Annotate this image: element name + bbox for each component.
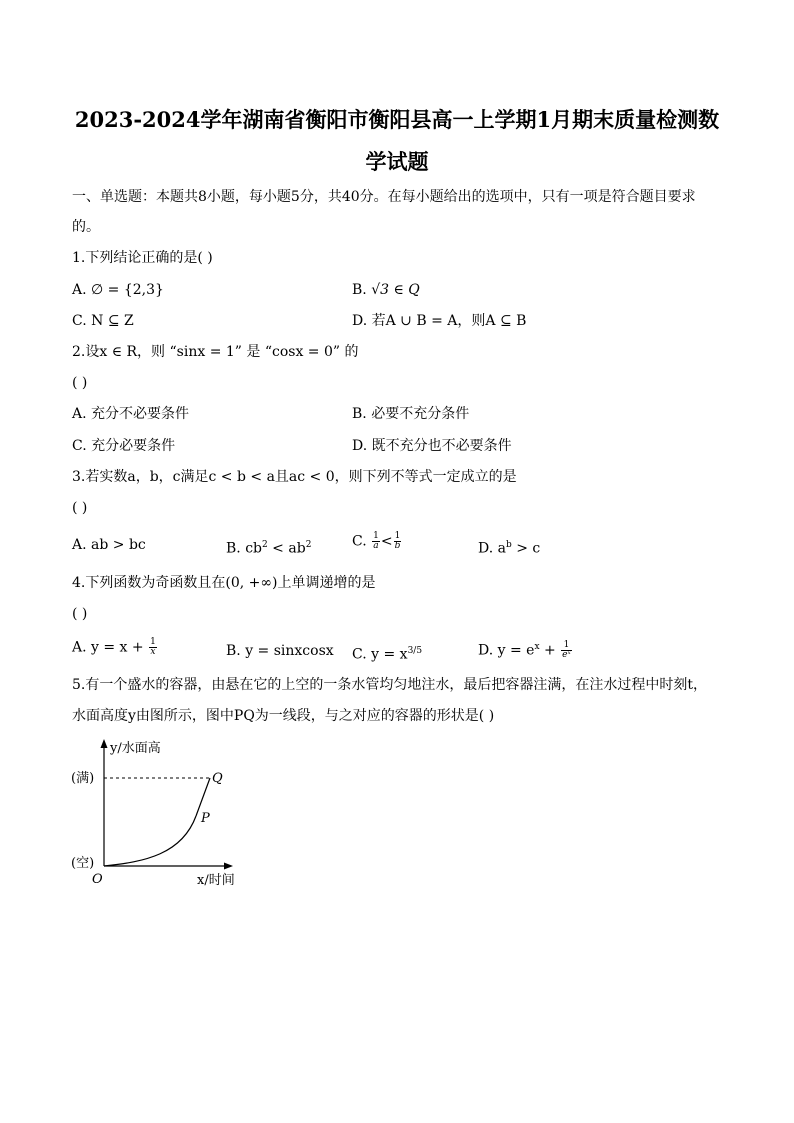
q2-option-b: B. 必要不充分条件 — [352, 406, 470, 422]
q4-a-num: 1 — [150, 637, 156, 647]
p-label: P — [201, 811, 210, 826]
q3-b-mid: < ab — [267, 540, 306, 557]
q3-paren: ( ) — [72, 500, 88, 516]
q4-option-a — [72, 638, 158, 657]
q1-option-b — [352, 281, 420, 299]
q3-option-a: A. ab > bc — [72, 537, 146, 553]
q5-line-1: 5.有一个盛水的容器，由悬在它的上空的一条水管均匀地注水，最后把容器注满，在注水过程中时刻t， — [72, 677, 707, 693]
q-label: Q — [212, 771, 223, 786]
q3-c-num2: 1 — [394, 531, 401, 541]
curve-o-to-p — [104, 816, 196, 866]
q4-d-den: eˣ — [562, 650, 571, 661]
q4-c-exp: 3/5 — [407, 646, 423, 656]
q1-option-d: D. 若A ∪ B = A，则A ⊆ B — [352, 313, 527, 329]
title-line-2: 学试题 — [365, 149, 429, 174]
y-axis-arrow — [101, 739, 108, 748]
section-heading-line-1: 一、单选题：本题共8小题，每小题5分，共40分。在每小题给出的选项中，只有一项是符合题目要求 — [72, 189, 696, 205]
q1-stem: 1.下列结论正确的是( ) — [72, 250, 213, 266]
water-height-graph — [70, 736, 260, 896]
q3-c-den1: a — [373, 541, 379, 551]
q4-a-prefix: A. y = x + — [72, 639, 149, 656]
q4-a-den: x — [150, 647, 156, 657]
q2-option-d: D. 既不充分也不必要条件 — [352, 438, 512, 454]
q3-c-frac2 — [394, 532, 402, 551]
q3-stem: 3.若实数a，b，c满足c < b < a且ac < 0，则下列不等式一定成立的是 — [72, 469, 517, 485]
q4-d-num: 1 — [561, 641, 572, 651]
q2-stem: 2.设x ∈ R，则 “sinx = 1” 是 “cosx = 0” 的 — [72, 344, 359, 360]
q3-c-frac1 — [372, 532, 380, 551]
q5-line-2: 水面高度y由图所示，图中PQ为一线段，与之对应的容器的形状是( ) — [72, 708, 495, 724]
q3-b-text: B. cb — [226, 540, 262, 557]
q3-option-c — [352, 532, 402, 551]
q4-a-frac — [149, 638, 157, 657]
q4-option-d — [478, 638, 573, 660]
q2-option-a: A. 充分不必要条件 — [72, 406, 190, 422]
q4-stem: 4.下列函数为奇函数且在(0, +∞)上单调递增的是 — [72, 575, 376, 591]
empty-label: (空) — [71, 856, 95, 871]
q4-paren: ( ) — [72, 606, 88, 622]
q1-option-a: A. ∅ = {2,3} — [72, 282, 164, 298]
q3-option-d — [478, 536, 540, 558]
q1-option-b-math: √3 ∈ Q — [371, 282, 420, 298]
q3-c-lt: < — [380, 533, 393, 550]
origin-label: O — [92, 872, 103, 887]
q1-option-c: C. N ⊆ Z — [72, 313, 134, 329]
q2-option-c: C. 充分必要条件 — [72, 438, 176, 454]
q3-b-exp: 2 — [262, 540, 268, 550]
q4-option-b: B. y = sinxcosx — [226, 643, 334, 659]
q3-c-num1: 1 — [373, 531, 379, 541]
q4-d-plus: + — [539, 642, 561, 659]
q3-c-den2: b — [394, 541, 401, 551]
full-label: (满) — [71, 771, 95, 786]
title-line-1: 2023-2024学年湖南省衡阳市衡阳县高一上学期1月期末质量检测数 — [74, 107, 720, 132]
q4-c-prefix: C. y = x — [352, 646, 408, 663]
q3-d-exp: b — [505, 540, 512, 550]
q2-paren: ( ) — [72, 375, 88, 391]
q3-d-end: > c — [511, 540, 541, 557]
q3-option-b — [226, 536, 311, 558]
section-heading-line-2: 的。 — [72, 219, 100, 235]
x-axis-label: x/时间 — [197, 873, 235, 888]
q4-option-c — [352, 642, 422, 664]
q3-b-exp2: 2 — [305, 540, 312, 550]
q3-c-prefix: C. — [352, 533, 372, 550]
q4-d-frac — [561, 641, 572, 660]
q1-option-b-prefix: B. — [352, 282, 372, 298]
q4-d-prefix: D. y = e — [478, 642, 535, 659]
x-axis-arrow — [224, 863, 233, 870]
y-axis-label: y/水面高 — [110, 741, 161, 756]
q3-d-text: D. a — [478, 540, 506, 557]
q4-d-exp: x — [534, 642, 540, 652]
